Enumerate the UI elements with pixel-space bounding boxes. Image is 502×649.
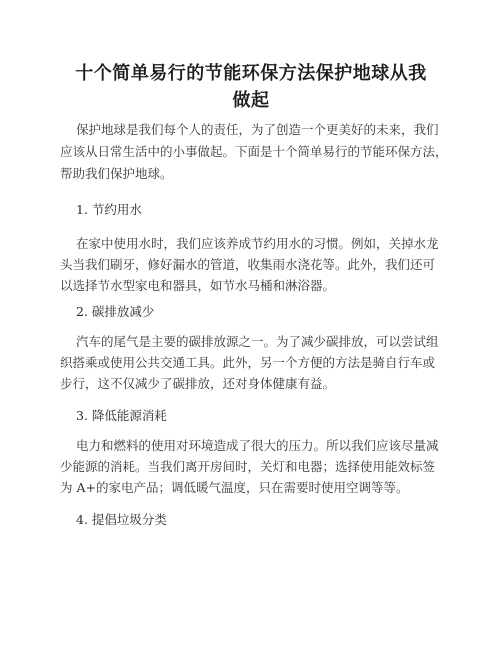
section-heading: 2. 碳排放减少: [76, 304, 155, 319]
section-line: 为 A+的家电产品；调低暖气温度，只在需要时使用空调等等。: [60, 480, 409, 495]
section-line: 织搭乘或使用公共交通工具。此外，另一个方便的方法是骑自行车或: [60, 355, 436, 370]
section-line: 步行，这不仅减少了碳排放，还对身体健康有益。: [60, 376, 336, 391]
intro-line: 帮助我们保护地球。: [60, 166, 173, 181]
section-line: 电力和燃料的使用对环境造成了很大的压力。所以我们应该尽量减: [76, 438, 439, 453]
section-heading: 3. 降低能源消耗: [76, 408, 167, 423]
section-line: 少能源的消耗。当我们离开房间时，关灯和电器；选择使用能效标签: [60, 459, 436, 474]
section-line: 在家中使用水时，我们应该养成节约用水的习惯。例如，关掉水龙: [76, 236, 439, 251]
section-heading: 1. 节约用水: [76, 202, 142, 217]
intro-line: 应该从日常生活中的小事做起。下面是十个简单易行的节能环保方法，: [60, 144, 448, 159]
title-line-1: 十个简单易行的节能环保方法保护地球从我: [75, 63, 427, 84]
section-line: 汽车的尾气是主要的碳排放源之一。为了减少碳排放，可以尝试组: [76, 334, 439, 349]
section-line: 以选择节水型家电和器具，如节水马桶和淋浴器。: [60, 278, 336, 293]
section-heading: 4. 提倡垃圾分类: [76, 512, 167, 527]
intro-line: 保护地球是我们每个人的责任，为了创造一个更美好的未来，我们: [76, 122, 439, 137]
title-line-2: 做起: [232, 90, 270, 111]
section-line: 头当我们刷牙，修好漏水的管道，收集雨水浇花等。此外，我们还可: [60, 257, 436, 272]
document-title: [60, 60, 442, 114]
